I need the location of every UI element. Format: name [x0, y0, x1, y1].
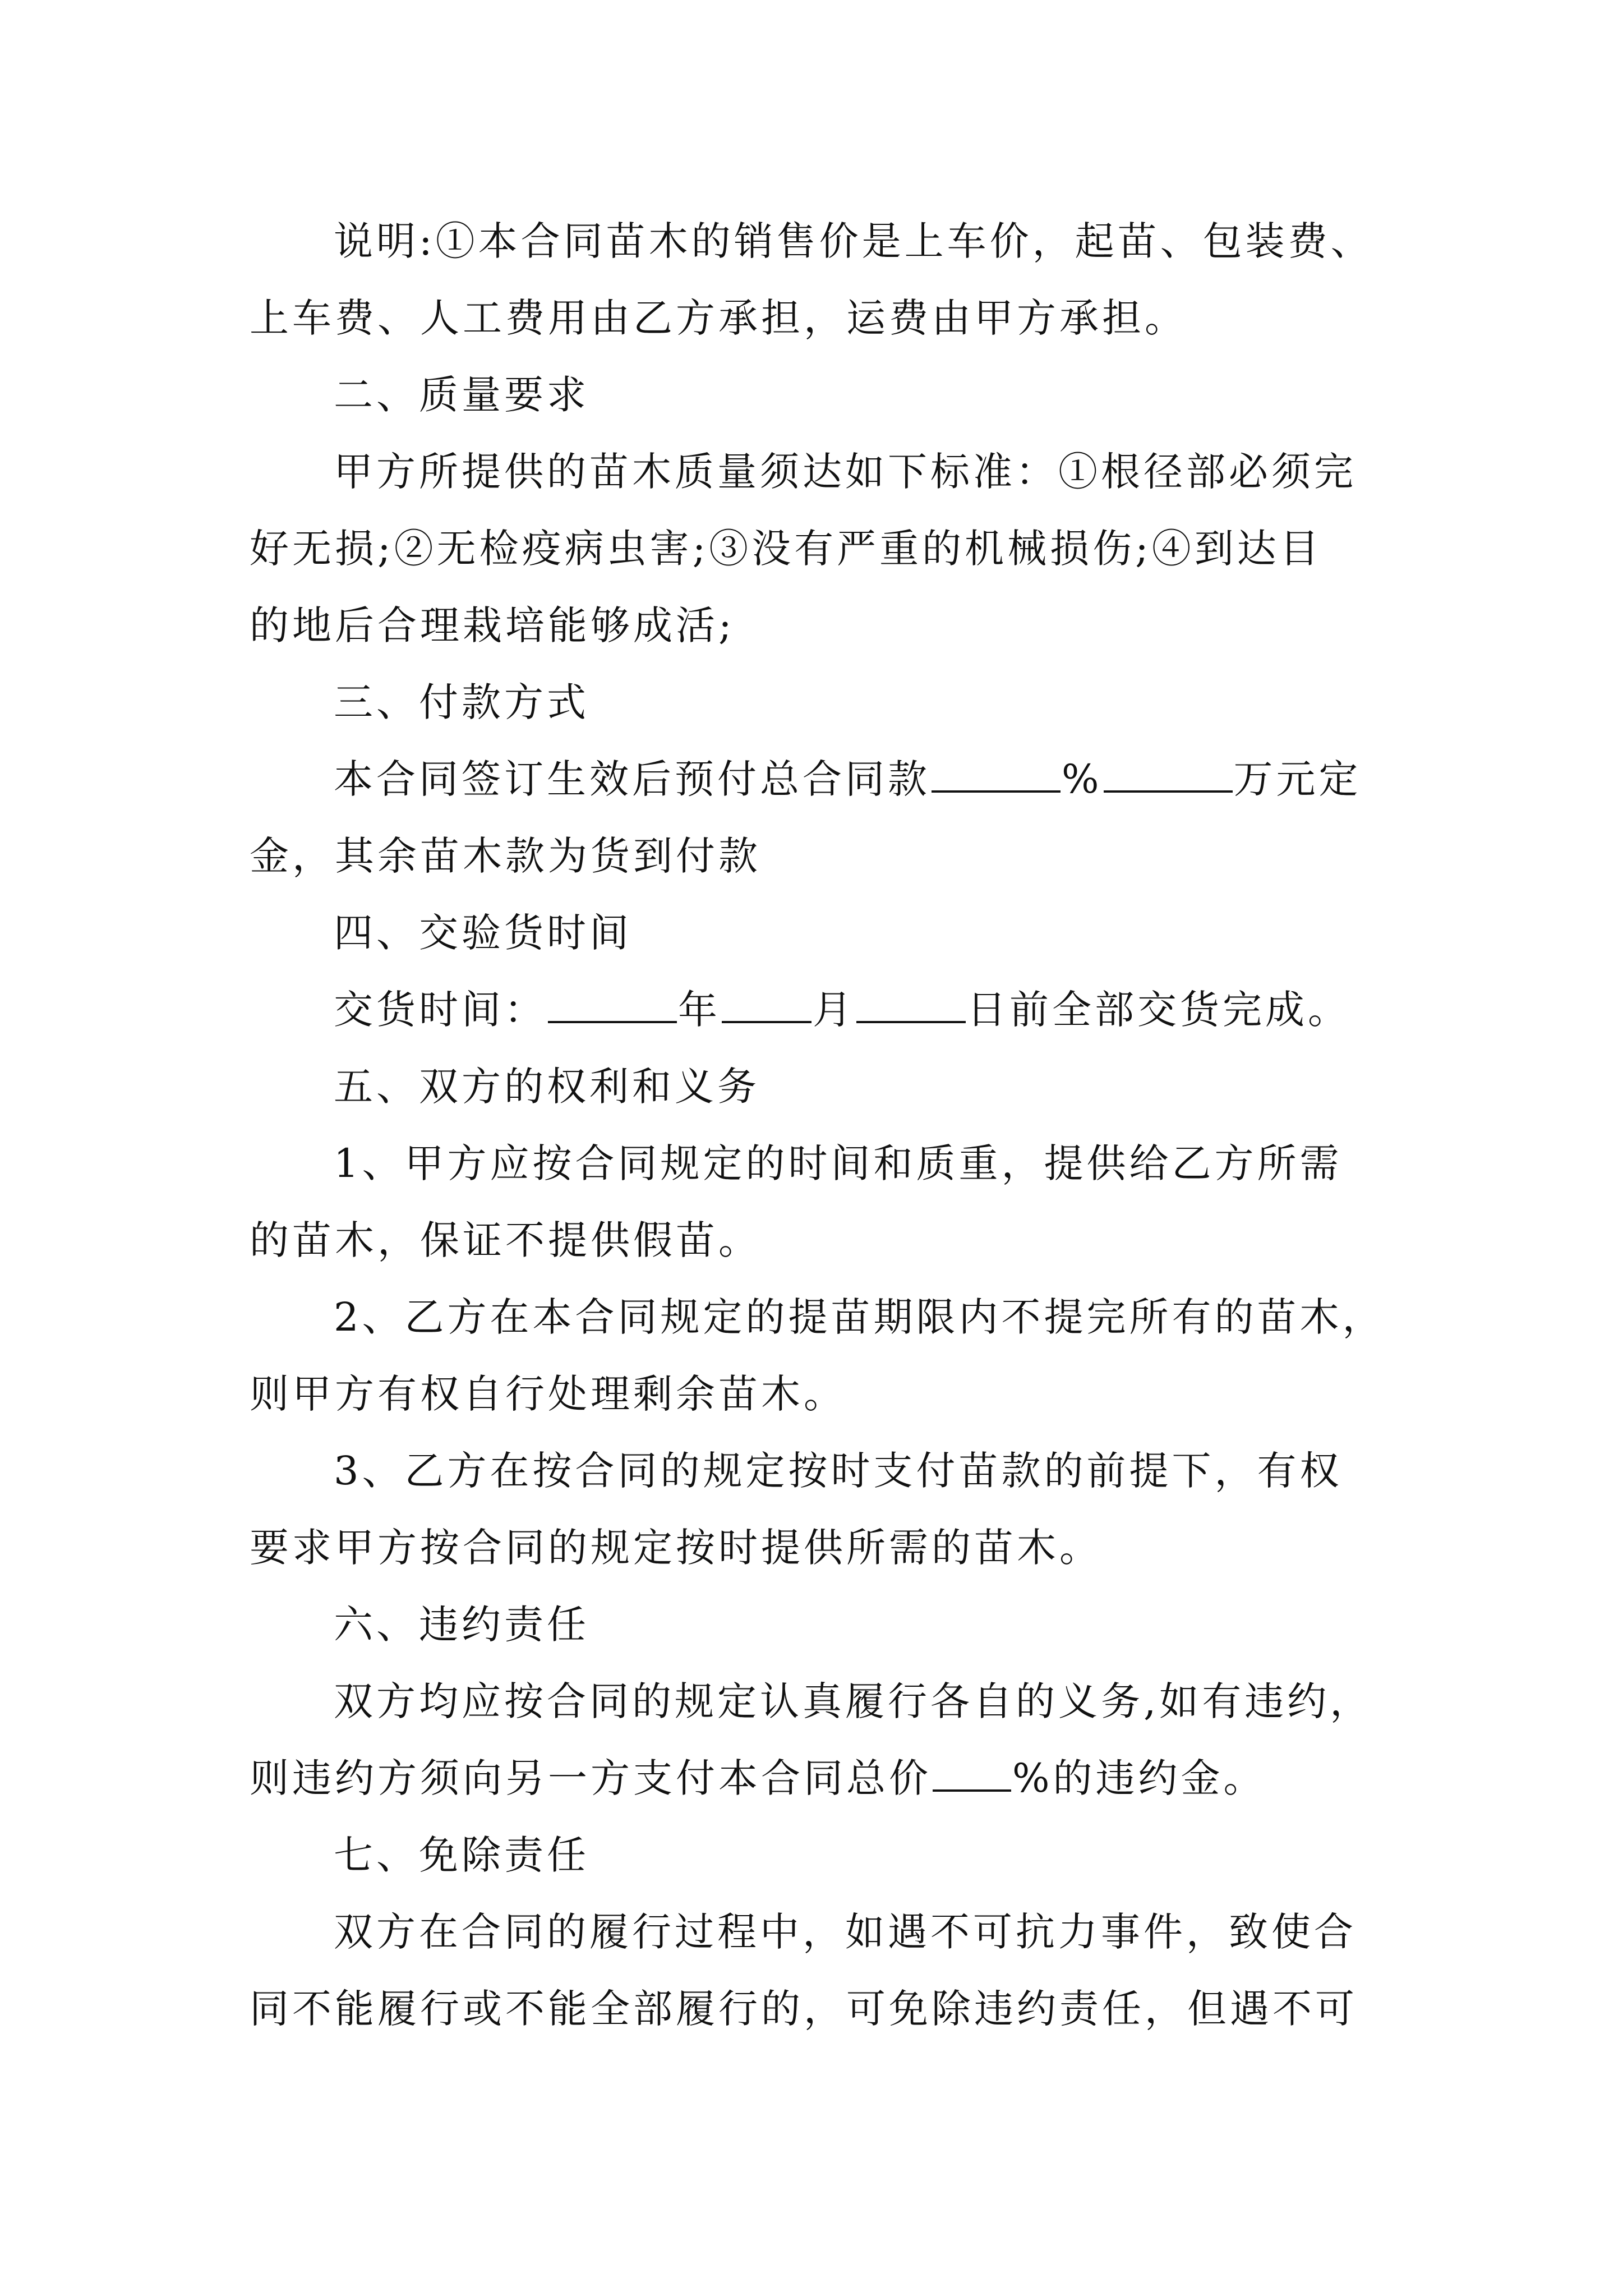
paragraph-line: 甲方所提供的苗木质量须达如下标准：①根径部必须完: [334, 449, 1357, 495]
paragraph-line: 3、乙方在按合同的规定按时支付苗款的前提下，有权: [334, 1448, 1343, 1494]
fill-in-blank[interactable]: [1104, 779, 1233, 793]
paragraph-line: 说明:①本合同苗木的销售价是上车价，起苗、包装费、: [334, 218, 1373, 264]
paragraph-line: 要求甲方按合同的规定按时提供所需的苗木。: [250, 1525, 1102, 1571]
section-heading: 二、质量要求: [334, 372, 589, 418]
section-heading: 五、双方的权利和义务: [334, 1064, 760, 1110]
paragraph-line: 上车费、人工费用由乙方承担，运费由甲方承担。: [250, 295, 1187, 341]
text-segment: 日前全部交货完成。: [967, 987, 1350, 1033]
paragraph-line: [250, 1740, 1377, 1817]
text-segment: 本合同签订生效后预付总合同款: [334, 756, 930, 802]
text-segment: 月: [813, 987, 855, 1033]
text-segment: 则违约方须向另一方支付本合同总价: [250, 1755, 932, 1801]
text-segment: %: [1062, 756, 1103, 802]
fill-in-blank[interactable]: [722, 1010, 811, 1023]
paragraph-line: 的苗木，保证不提供假苗。: [250, 1217, 761, 1263]
paragraph-line: [250, 972, 1377, 1048]
fill-in-blank[interactable]: [856, 1010, 966, 1023]
fill-in-blank[interactable]: [933, 1778, 1011, 1792]
paragraph-line: 1、甲方应按合同规定的时间和质重，提供给乙方所需: [334, 1140, 1343, 1186]
paragraph-line: 好无损;②无检疫病虫害;③没有严重的机械损伤;④到达目: [250, 526, 1322, 572]
text-segment: 年: [678, 987, 721, 1033]
paragraph-line: 则甲方有权自行处理剩余苗木。: [250, 1371, 846, 1417]
paragraph-line: [250, 741, 1377, 818]
paragraph-line: 的地后合理栽培能够成活;: [250, 602, 735, 648]
section-heading: 四、交验货时间: [334, 910, 632, 956]
paragraph-line: 同不能履行或不能全部履行的，可免除违约责任，但遇不可: [250, 1986, 1358, 2032]
text-segment: %的违约金。: [1012, 1755, 1266, 1801]
paragraph-line: 双方均应按合同的规定认真履行各自的义务,如有违约，: [334, 1678, 1373, 1724]
section-heading: 六、违约责任: [334, 1602, 589, 1648]
paragraph-line: 双方在合同的履行过程中，如遇不可抗力事件，致使合: [334, 1909, 1357, 1955]
paragraph-line: 金，其余苗木款为货到付款: [250, 833, 761, 879]
fill-in-blank[interactable]: [932, 779, 1061, 793]
section-heading: 七、免除责任: [334, 1832, 589, 1878]
section-heading: 三、付款方式: [334, 679, 589, 725]
text-segment: 万元定: [1233, 756, 1362, 802]
fill-in-blank[interactable]: [548, 1010, 677, 1023]
text-segment: 交货时间：: [334, 987, 547, 1033]
paragraph-line: 2、乙方在本合同规定的提苗期限内不提完所有的苗木，: [334, 1294, 1385, 1340]
document-body: [250, 203, 1385, 2047]
